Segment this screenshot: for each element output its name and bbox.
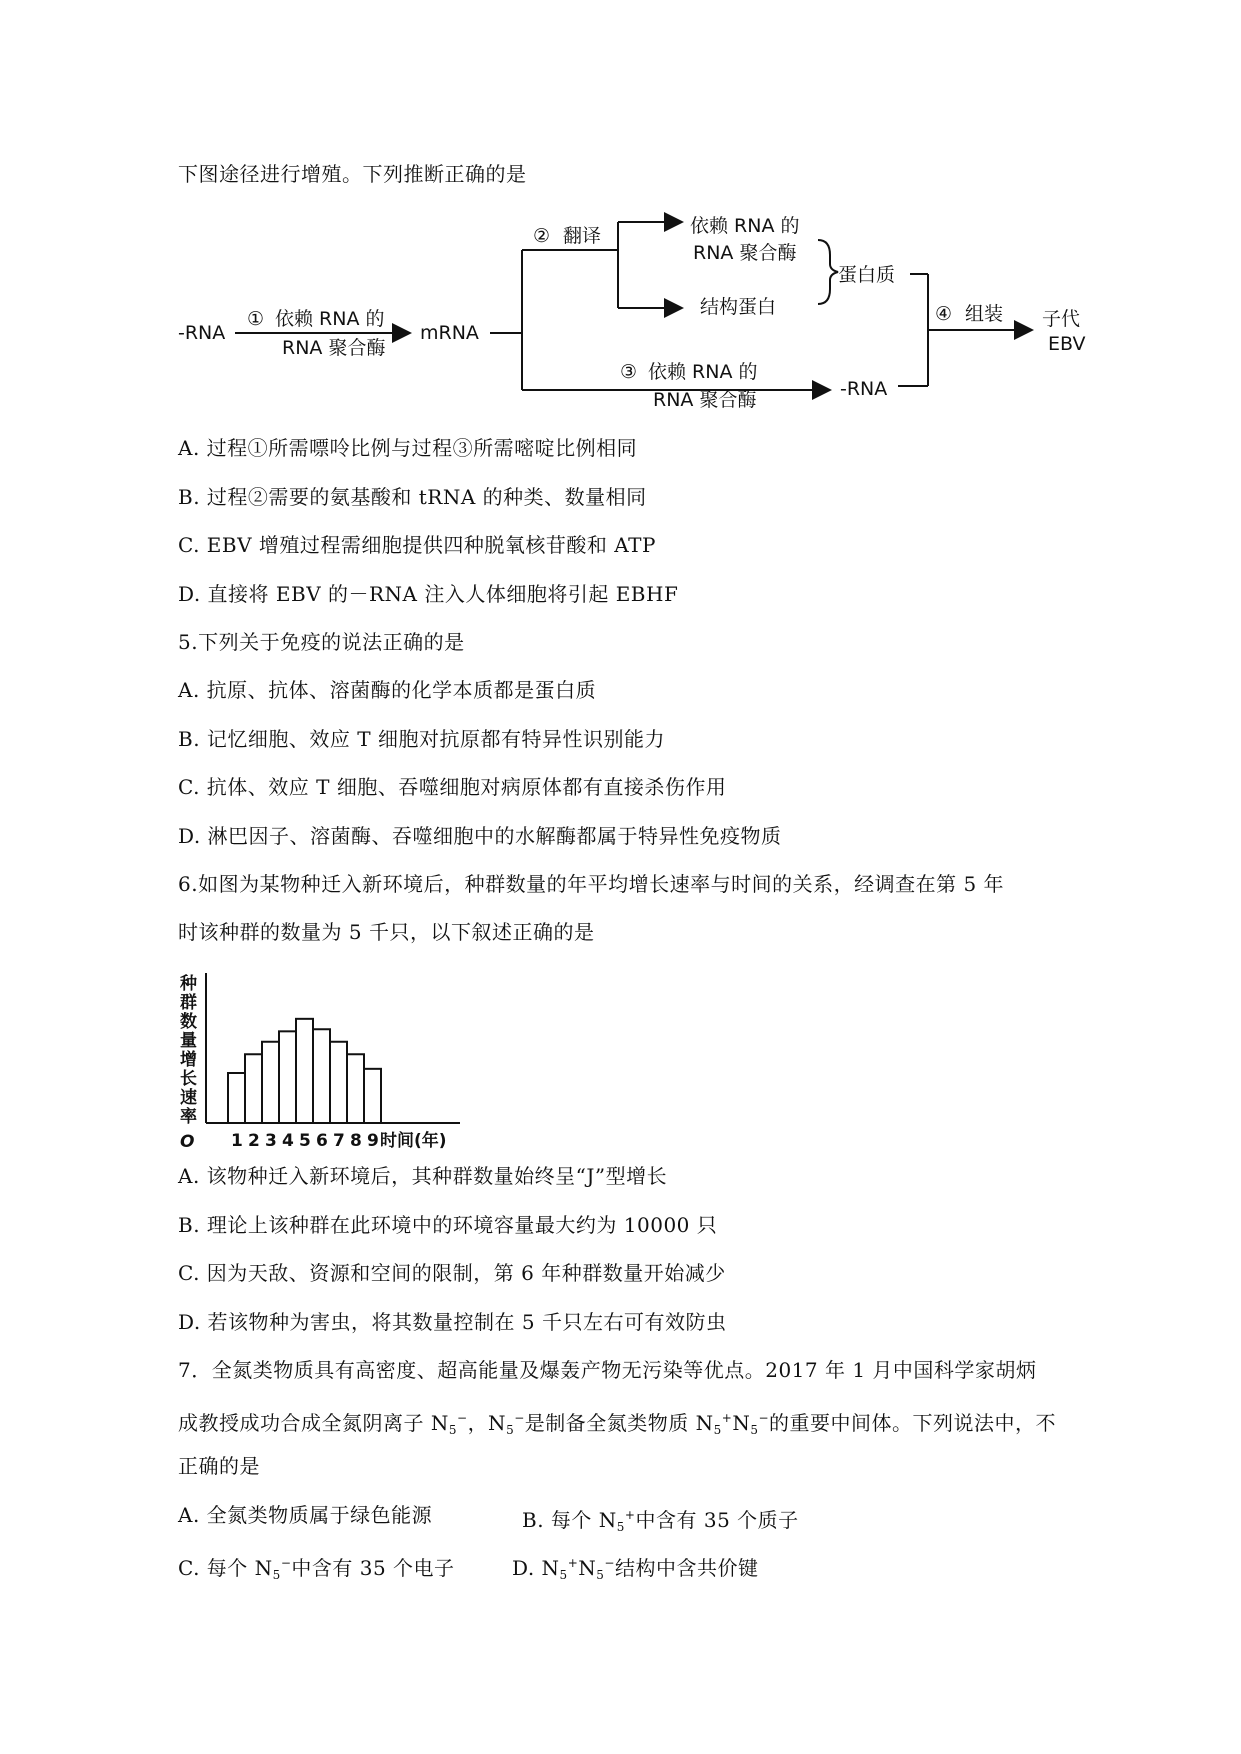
- step2-number: ②: [533, 225, 551, 247]
- q5-option-d: D. 淋巴因子、溶菌酶、吞噬细胞中的水解酶都属于特异性免疫物质: [178, 824, 782, 848]
- step4-label: 组装: [965, 303, 1004, 325]
- bar-year-2: [245, 1054, 262, 1123]
- y-axis-label-char: 量: [180, 1031, 197, 1051]
- q4-option-d: D. 直接将 EBV 的－RNA 注入人体细胞将引起 EBHF: [178, 582, 679, 606]
- x-tick-label: 5: [299, 1131, 311, 1151]
- x-axis-label: 时间(年): [380, 1131, 447, 1151]
- q5-option-c: C. 抗体、效应 T 细胞、吞噬细胞对病原体都有直接杀伤作用: [178, 775, 727, 799]
- x-tick-label: 1: [231, 1131, 243, 1151]
- y-axis-label-char: 率: [180, 1107, 197, 1127]
- product1-line1: 依赖 RNA 的: [690, 215, 800, 237]
- bar-year-7: [330, 1042, 347, 1123]
- offspring-line1: 子代: [1042, 308, 1081, 330]
- q7-option-a: A. 全氮类物质属于绿色能源: [178, 1503, 433, 1527]
- q6-option-c: C. 因为天敌、资源和空间的限制，第 6 年种群数量开始减少: [178, 1261, 726, 1285]
- start-neg-rna: -RNA: [178, 322, 226, 344]
- q7-text: 的重要中间体。下列说法中，不: [769, 1411, 1057, 1435]
- bar-year-1: [228, 1073, 245, 1123]
- q7-text: N: [732, 1411, 751, 1435]
- bar-year-6: [313, 1029, 330, 1123]
- intro-text: 下图途径进行增殖。下列推断正确的是: [178, 162, 527, 186]
- bar-year-5: [296, 1019, 313, 1123]
- y-axis-label-char: 长: [180, 1069, 197, 1089]
- bar-year-3: [262, 1042, 279, 1123]
- q6-option-d: D. 若该物种为害虫，将其数量控制在 5 千只左右可有效防虫: [178, 1310, 727, 1334]
- q6-option-b: B. 理论上该种群在此环境中的环境容量最大约为 10000 只: [178, 1213, 718, 1237]
- protein-label: 蛋白质: [838, 264, 896, 286]
- step3-label-line2: RNA 聚合酶: [653, 389, 757, 411]
- q6-option-a: A. 该物种迁入新环境后，其种群数量始终呈“J”型增长: [178, 1164, 668, 1188]
- neg-rna-label: -RNA: [840, 378, 888, 400]
- q7-text: ，N: [467, 1411, 507, 1435]
- origin-label: O: [180, 1132, 195, 1152]
- q6-stem-line1: 6.如图为某物种迁入新环境后，种群数量的年平均增长速率与时间的关系，经调查在第 5 年: [178, 872, 1005, 896]
- q7-stem-line1: 7．全氮类物质具有高密度、超高能量及爆轰产物无污染等优点。2017 年 1 月中国科学家胡炳: [178, 1358, 1037, 1382]
- q7-option-b: B. 每个 $N_5^+$中含有 35 个质子: [522, 1508, 799, 1534]
- x-tick-label: 3: [265, 1131, 277, 1151]
- y-axis-label-char: 群: [180, 993, 197, 1013]
- bar-year-9: [364, 1069, 381, 1123]
- virus-replication-diagram: [0, 200, 1241, 430]
- q5-option-b: B. 记忆细胞、效应 T 细胞对抗原都有特异性识别能力: [178, 727, 665, 751]
- q7-option-c: C. 每个 $N_5^-$中含有 35 个电子: [178, 1556, 455, 1582]
- step1-label-line1: 依赖 RNA 的: [275, 308, 385, 330]
- step4-number: ④: [935, 303, 953, 325]
- growth-rate-bar-chart: [178, 965, 498, 1155]
- product2-label: 结构蛋白: [700, 296, 777, 318]
- y-axis-label-char: 增: [180, 1050, 197, 1070]
- q4-option-c: C. EBV 增殖过程需细胞提供四种脱氧核苷酸和 ATP: [178, 533, 656, 557]
- x-tick-label: 2: [248, 1131, 260, 1151]
- q5-option-a: A. 抗原、抗体、溶菌酶的化学本质都是蛋白质: [178, 678, 597, 702]
- q4-option-a: A. 过程①所需嘌呤比例与过程③所需嘧啶比例相同: [178, 436, 638, 460]
- q7-text: 成教授成功合成全氮阴离子 N: [178, 1411, 449, 1435]
- bar-year-4: [279, 1031, 296, 1123]
- q7-stem-line2: 成教授成功合成全氮阴离子 $N_5^-$，$N_5^-$是制备全氮类物质 $N_5^+N_5^-$的重要中间体。下列说法中，不: [178, 1411, 1057, 1437]
- x-tick-label: 4: [282, 1131, 294, 1151]
- x-tick-label: 6: [316, 1131, 328, 1151]
- q7-text: 是制备全氮类物质 N: [524, 1411, 714, 1435]
- y-axis-label-char: 种: [180, 974, 197, 994]
- x-tick-label: 9: [367, 1131, 379, 1151]
- mrna-label: mRNA: [420, 322, 479, 344]
- x-tick-label: 8: [350, 1131, 362, 1151]
- product1-line2: RNA 聚合酶: [693, 242, 797, 264]
- y-axis-label-char: 数: [180, 1012, 197, 1032]
- y-axis-label-char: 速: [180, 1088, 197, 1108]
- step3-label-line1: 依赖 RNA 的: [648, 361, 758, 383]
- x-tick-label: 7: [333, 1131, 345, 1151]
- q7-stem-line3: 正确的是: [178, 1454, 260, 1478]
- q7-option-d: D. $N_5^+N_5^-$结构中含共价键: [512, 1556, 759, 1582]
- step3-number: ③: [620, 361, 638, 383]
- step2-label: 翻译: [563, 225, 602, 247]
- bar-year-8: [347, 1054, 364, 1123]
- step1-number: ①: [247, 308, 265, 330]
- q6-stem-line2: 时该种群的数量为 5 千只，以下叙述正确的是: [178, 920, 595, 944]
- q5-stem: 5.下列关于免疫的说法正确的是: [178, 630, 465, 654]
- offspring-line2: EBV: [1048, 333, 1086, 355]
- q4-option-b: B. 过程②需要的氨基酸和 tRNA 的种类、数量相同: [178, 485, 647, 509]
- step1-label-line2: RNA 聚合酶: [282, 337, 386, 359]
